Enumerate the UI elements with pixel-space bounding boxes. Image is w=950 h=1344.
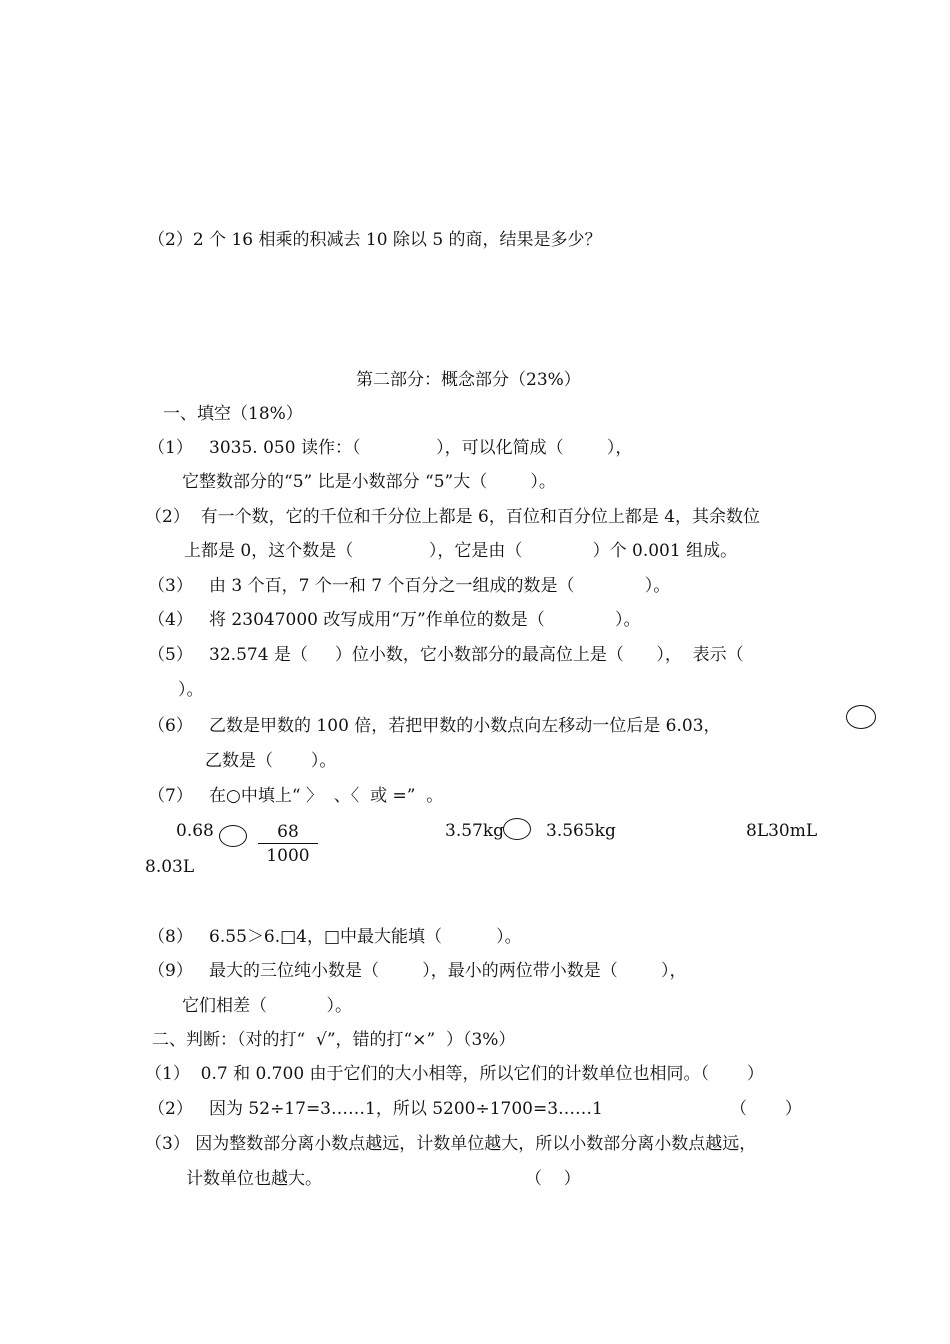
q7-item3-right: 8.03L — [145, 857, 195, 877]
q7-item2-right: 3.565kg — [546, 821, 616, 841]
q7-item2-compare-circle[interactable] — [503, 818, 531, 840]
fill-q7: （7） 在○中填上“ 〉 、〈 或 =” 。 — [148, 786, 444, 806]
judge-q3-line2: 计数单位也越大。 — [186, 1169, 322, 1189]
fraction-numerator: 68 — [258, 822, 318, 844]
fill-q2-line1: （2） 有一个数，它的千位和千分位上都是 6，百位和百分位上都是 4，其余数位 — [145, 507, 761, 527]
fill-q9-line1: （9） 最大的三位纯小数是（ ），最小的两位带小数是（ ）， — [148, 961, 687, 981]
judge-q3-line1: （3） 因为整数部分离小数点越远，计数单位越大，所以小数部分离小数点越远， — [145, 1134, 757, 1154]
fill-q3: （3） 由 3 个百，7 个一和 7 个百分之一组成的数是（ ）。 — [148, 576, 671, 596]
fill-q1-line1: （1） 3035. 050 读作：（ ），可以化简成（ ）， — [148, 438, 633, 458]
fill-q6-line1: （6） 乙数是甲数的 100 倍，若把甲数的小数点向左移动一位后是 6.03， — [148, 716, 721, 736]
q7-item1-left: 0.68 — [176, 821, 214, 841]
fill-q4: （4） 将 23047000 改写成用“万”作单位的数是（ ）。 — [148, 610, 641, 630]
q7-item1-fraction — [258, 822, 318, 866]
prev-question-2: （2）2 个 16 相乘的积减去 10 除以 5 的商，结果是多少？ — [148, 230, 602, 250]
q7-item3-left: 8L30mL — [746, 821, 818, 841]
fill-heading: 一、填空（18%） — [163, 404, 303, 424]
part2-title: 第二部分：概念部分（23%） — [356, 370, 581, 390]
fill-q5-line2: ）。 — [178, 680, 204, 700]
fill-q5-line1: （5） 32.574 是（ ）位小数，它小数部分的最高位上是（ ）， 表示（ — [148, 645, 744, 665]
fill-q9-line2: 它们相差（ ）。 — [182, 996, 352, 1016]
fraction-denominator: 1000 — [266, 846, 310, 866]
judge-q3-answer-paren[interactable]: （ ） — [525, 1169, 581, 1189]
judge-heading: 二、判断：（对的打“ √”，错的打“×” ）（3%） — [152, 1030, 516, 1050]
judge-q2-answer-paren[interactable]: （ ） — [730, 1099, 802, 1119]
fill-q1-line2: 它整数部分的“5” 比是小数部分 “5”大（ ）。 — [182, 472, 556, 492]
judge-q1: （1） 0.7 和 0.700 由于它们的大小相等，所以它们的计数单位也相同。（ ） — [145, 1064, 764, 1084]
fill-q2-line2: 上都是 0，这个数是（ ），它是由（ ）个 0.001 组成。 — [184, 541, 738, 561]
fill-q6-line2: 乙数是（ ）。 — [205, 751, 337, 771]
fill-q8: （8） 6.55＞6.□4，□中最大能填（ ）。 — [148, 927, 522, 947]
stray-circle — [846, 705, 876, 729]
q7-item1-compare-circle[interactable] — [219, 825, 247, 847]
judge-q2: （2） 因为 52÷17=3……1，所以 5200÷1700=3……1 — [148, 1099, 603, 1119]
q7-item2-left: 3.57kg — [445, 821, 505, 841]
